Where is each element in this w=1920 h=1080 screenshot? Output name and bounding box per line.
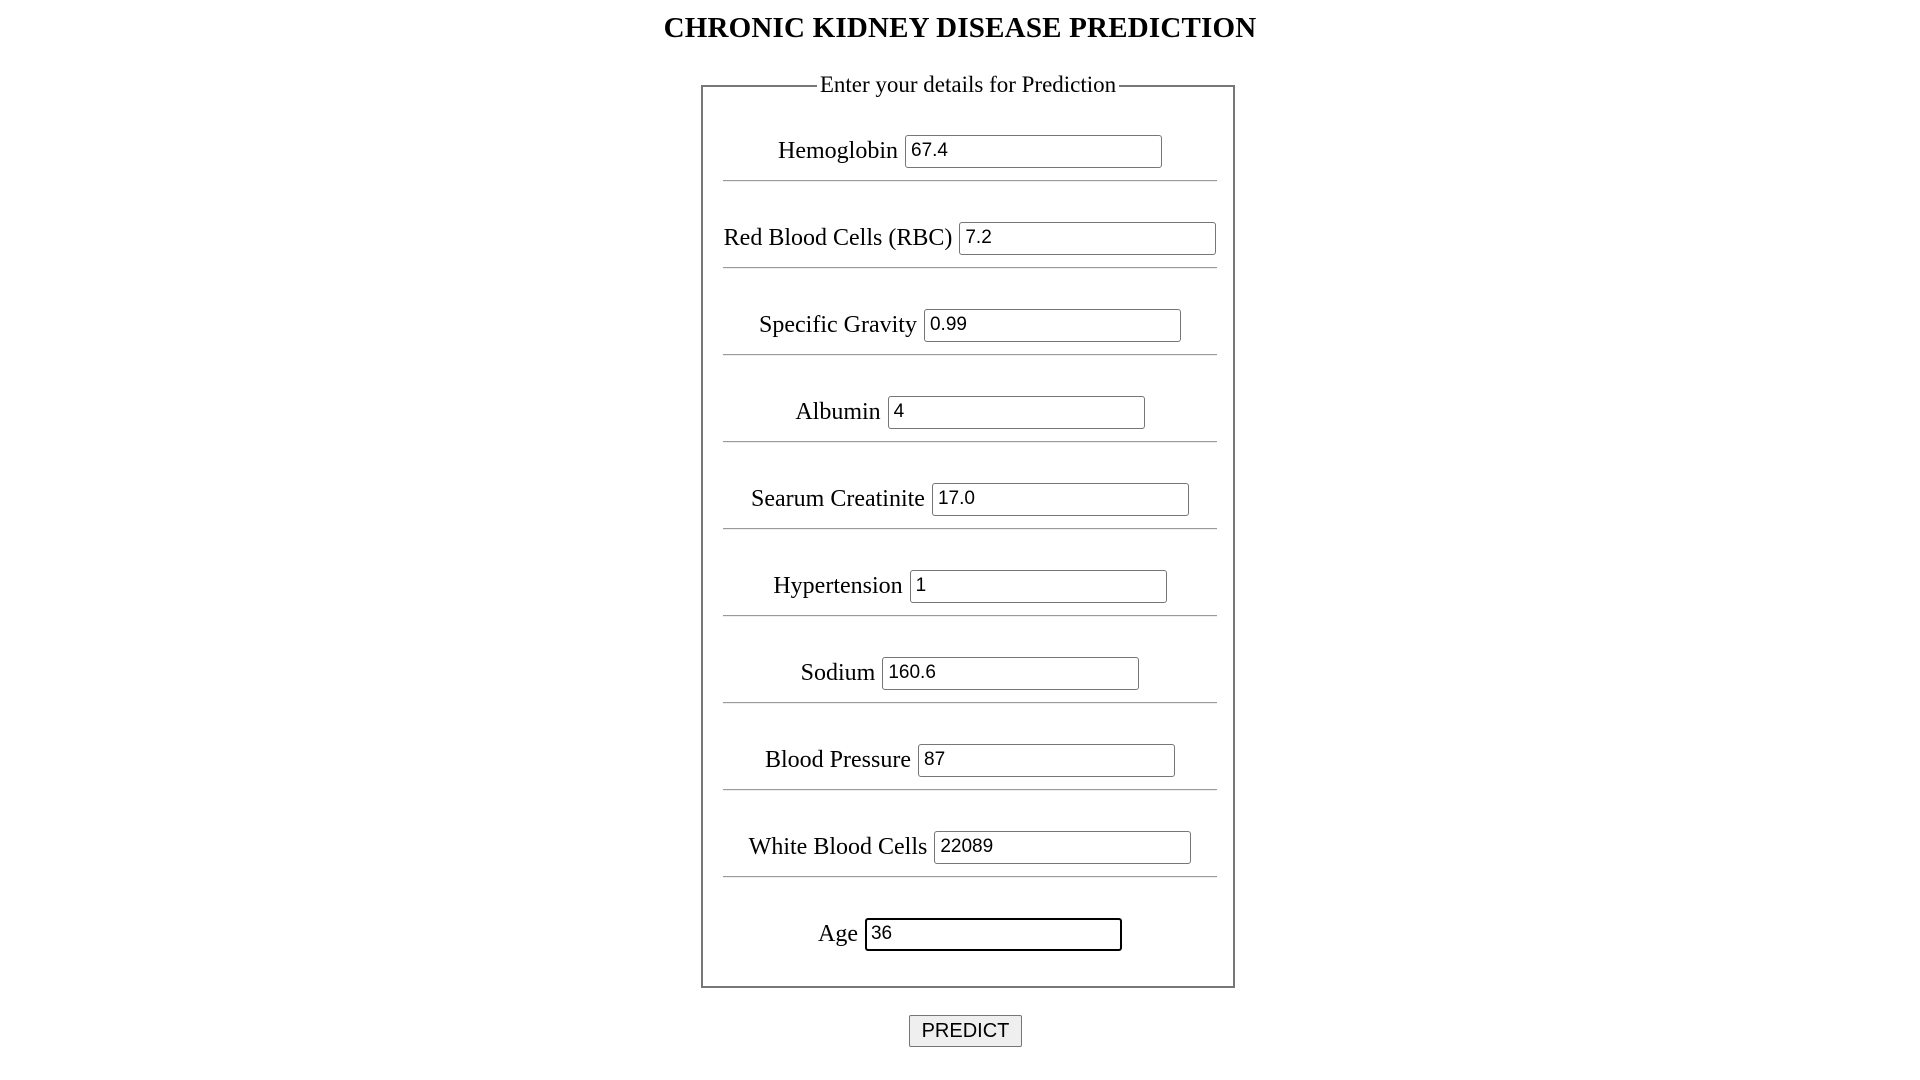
form-row-sodium <box>723 656 1217 690</box>
form-legend <box>703 70 1233 100</box>
specific-gravity-label: Specific Gravity <box>759 312 917 338</box>
albumin-input[interactable] <box>888 396 1145 429</box>
blood-pressure-label: Blood Pressure <box>765 747 911 773</box>
hemoglobin-input[interactable] <box>905 135 1162 168</box>
form-row-serum-creatinine <box>723 482 1217 516</box>
sodium-input[interactable] <box>882 657 1139 690</box>
form-row-hypertension <box>723 569 1217 603</box>
albumin-label: Albumin <box>795 399 881 425</box>
form-legend-text: Enter your details for Prediction <box>817 72 1119 97</box>
form-row-albumin <box>723 395 1217 429</box>
serum-creatinine-label: Searum Creatinite <box>751 486 925 512</box>
row-divider <box>723 789 1217 791</box>
blood-pressure-input[interactable] <box>918 744 1175 777</box>
prediction-form <box>701 72 1235 988</box>
hypertension-label: Hypertension <box>773 573 903 599</box>
row-divider <box>723 267 1217 269</box>
rbc-label: Red Blood Cells (RBC) <box>723 225 953 251</box>
age-input[interactable] <box>865 918 1122 951</box>
rbc-input[interactable] <box>959 222 1216 255</box>
form-row-white-blood-cells <box>723 830 1217 864</box>
row-divider <box>723 528 1217 530</box>
specific-gravity-input[interactable] <box>924 309 1181 342</box>
row-divider <box>723 180 1217 182</box>
row-divider <box>723 615 1217 617</box>
hypertension-input[interactable] <box>910 570 1167 603</box>
serum-creatinine-input[interactable] <box>932 483 1189 516</box>
page-title: CHRONIC KIDNEY DISEASE PREDICTION <box>663 12 1257 44</box>
sodium-label: Sodium <box>800 660 876 686</box>
form-row-specific-gravity <box>723 308 1217 342</box>
form-row-blood-pressure <box>723 743 1217 777</box>
form-row-hemoglobin <box>723 134 1217 168</box>
row-divider <box>723 702 1217 704</box>
row-divider <box>723 354 1217 356</box>
form-row-rbc <box>723 221 1217 255</box>
white-blood-cells-label: White Blood Cells <box>748 834 928 860</box>
predict-button[interactable]: PREDICT <box>909 1015 1022 1047</box>
row-divider <box>723 441 1217 443</box>
white-blood-cells-input[interactable] <box>934 831 1191 864</box>
form-row-age <box>723 917 1217 951</box>
hemoglobin-label: Hemoglobin <box>778 138 898 164</box>
row-divider <box>723 876 1217 878</box>
age-label: Age <box>818 921 858 947</box>
